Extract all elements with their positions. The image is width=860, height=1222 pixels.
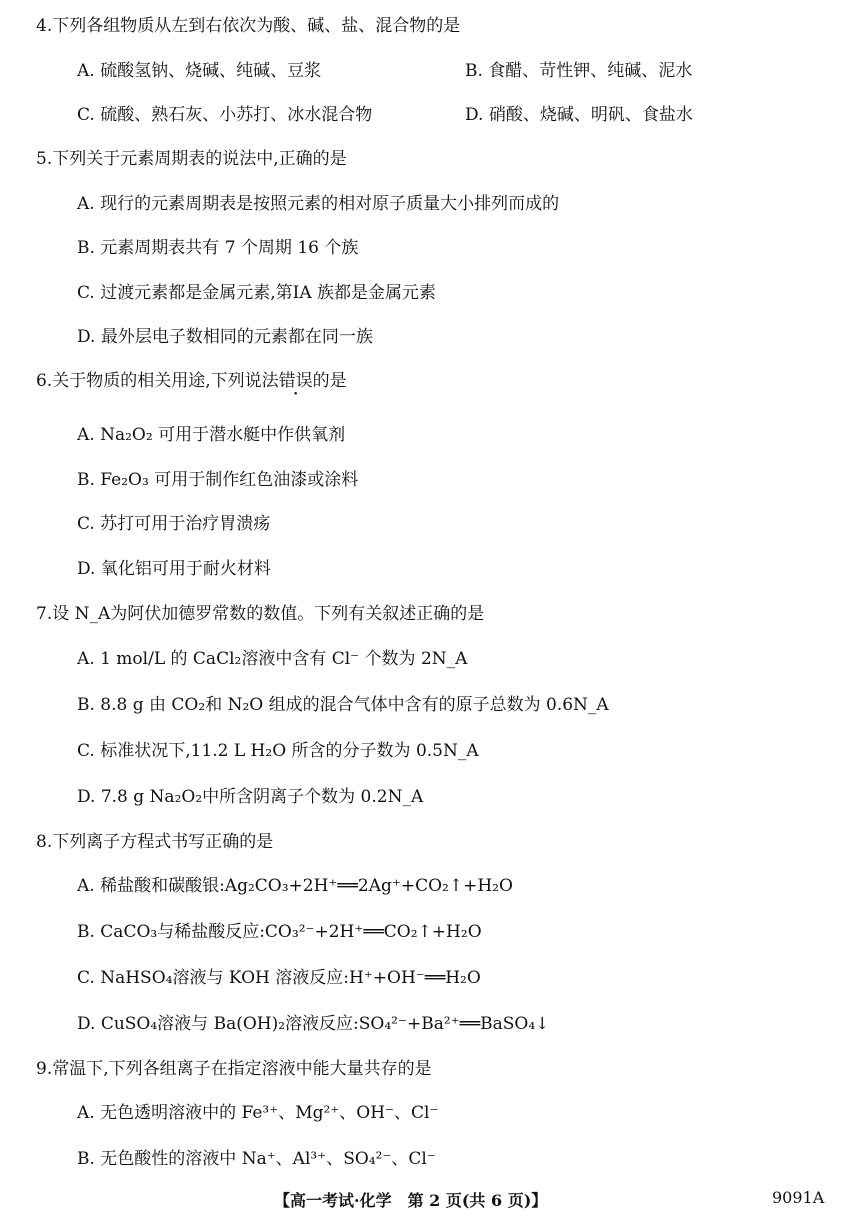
question-5-option-a: A. 现行的元素周期表是按照元素的相对原子质量大小排列而成的 [77, 194, 560, 214]
question-6-stem [36, 370, 347, 392]
question-8-stem: 8.下列离子方程式书写正确的是 [36, 832, 274, 852]
question-6-option-a: A. Na₂O₂ 可用于潜水艇中作供氧剂 [77, 425, 346, 445]
question-7-option-b: B. 8.8 g 由 CO₂和 N₂O 组成的混合气体中含有的原子总数为 0.6N_A [77, 695, 609, 715]
question-7-option-a: A. 1 mol/L 的 CaCl₂溶液中含有 Cl⁻ 个数为 2N_A [77, 649, 468, 669]
question-9-option-a: A. 无色透明溶液中的 Fe³⁺、Mg²⁺、OH⁻、Cl⁻ [77, 1103, 439, 1123]
question-8-option-b: B. CaCO₃与稀盐酸反应:CO₃²⁻+2H⁺══CO₂↑+H₂O [77, 922, 482, 942]
question-6-stem-pre: 6.关于物质的相关用途,下列说法 [36, 371, 279, 391]
question-4-option-a: A. 硫酸氢钠、烧碱、纯碱、豆浆 [77, 61, 322, 81]
question-4-stem: 4.下列各组物质从左到右依次为酸、碱、盐、混合物的是 [36, 16, 461, 36]
question-6-option-c: C. 苏打可用于治疗胃溃疡 [77, 514, 271, 534]
question-7-option-d: D. 7.8 g Na₂O₂中所含阴离子个数为 0.2N_A [77, 787, 424, 807]
question-8-option-d: D. CuSO₄溶液与 Ba(OH)₂溶液反应:SO₄²⁻+Ba²⁺══BaSO₄↓ [77, 1014, 550, 1034]
page-footer [0, 1188, 860, 1210]
question-5-option-c: C. 过渡元素都是金属元素,第ⅠA 族都是金属元素 [77, 283, 437, 303]
footer-title: 【高一考试·化学 第 2 页(共 6 页)】 [274, 1191, 548, 1210]
footer-code: 9091A [772, 1188, 825, 1207]
question-9-stem: 9.常温下,下列各组离子在指定溶液中能大量共存的是 [36, 1059, 432, 1079]
question-4-option-c: C. 硫酸、熟石灰、小苏打、冰水混合物 [77, 105, 373, 125]
question-6-stem-post: 的是 [312, 371, 347, 391]
question-7-option-c: C. 标准状况下,11.2 L H₂O 所含的分子数为 0.5N_A [77, 741, 479, 761]
question-7-stem: 7.设 N_A为阿伏加德罗常数的数值。下列有关叙述正确的是 [36, 604, 485, 624]
question-6-stem-emphasis: 错误 [278, 371, 313, 391]
question-6-option-d: D. 氧化铝可用于耐火材料 [77, 559, 271, 579]
question-9-option-b: B. 无色酸性的溶液中 Na⁺、Al³⁺、SO₄²⁻、Cl⁻ [77, 1149, 436, 1169]
question-5-option-b: B. 元素周期表共有 7 个周期 16 个族 [77, 238, 359, 258]
question-6-option-b: B. Fe₂O₃ 可用于制作红色油漆或涂料 [77, 470, 359, 490]
question-5-option-d: D. 最外层电子数相同的元素都在同一族 [77, 327, 373, 347]
question-4-option-d: D. 硝酸、烧碱、明矾、食盐水 [465, 105, 693, 125]
question-8-option-c: C. NaHSO₄溶液与 KOH 溶液反应:H⁺+OH⁻══H₂O [77, 968, 481, 988]
question-5-stem: 5.下列关于元素周期表的说法中,正确的是 [36, 149, 347, 169]
question-8-option-a: A. 稀盐酸和碳酸银:Ag₂CO₃+2H⁺══2Ag⁺+CO₂↑+H₂O [77, 876, 513, 896]
question-4-option-b: B. 食醋、苛性钾、纯碱、泥水 [465, 61, 693, 81]
